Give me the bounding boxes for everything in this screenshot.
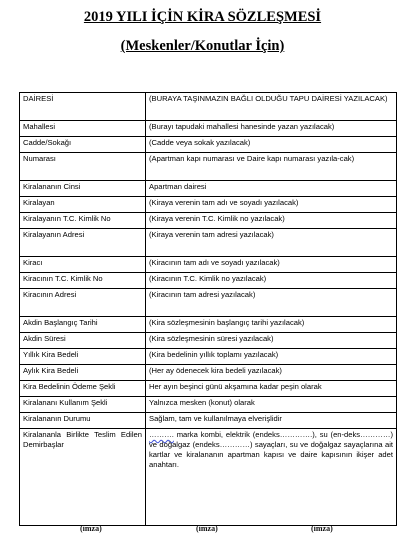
row-label: Kira Bedelinin Ödeme Şekli xyxy=(20,381,146,397)
fixtures-label: Kiralananla Birlikte Teslim Edilen Demirbaşlar xyxy=(20,429,146,526)
row-label: Aylık Kira Bedeli xyxy=(20,365,146,381)
row-label: Kiralayanın T.C. Kimlik No xyxy=(20,213,146,229)
table-row xyxy=(20,257,397,273)
row-value: (BURAYA TAŞINMAZIN BAĞLI OLDUĞU TAPU DAİRESİ YAZILACAK) xyxy=(146,93,397,121)
table-row xyxy=(20,137,397,153)
row-label: DAİRESİ xyxy=(20,93,146,121)
row-label: Akdin Süresi xyxy=(20,333,146,349)
table-row xyxy=(20,381,397,397)
row-label: Kiralananın Cinsi xyxy=(20,181,146,197)
contract-table xyxy=(19,92,397,526)
row-label: Kiracının T.C. Kimlik No xyxy=(20,273,146,289)
fixtures-blank: ………. xyxy=(149,430,174,439)
row-value: Apartman dairesi xyxy=(146,181,397,197)
row-value: (Cadde veya sokak yazılacak) xyxy=(146,137,397,153)
row-value: (Kiracının tam adı ve soyadı yazılacak) xyxy=(146,257,397,273)
row-label: Kiracının Adresi xyxy=(20,289,146,317)
document-title: 2019 YILI İÇİN KİRA SÖZLEŞMESİ xyxy=(83,9,322,25)
row-value: (Kiraya verenin tam adı ve soyadı yazılacak) xyxy=(146,197,397,213)
signature-label: (imza) xyxy=(311,524,333,533)
table-row xyxy=(20,213,397,229)
row-value: (Kira sözleşmesinin başlangıç tarihi yazılacak) xyxy=(146,317,397,333)
row-label: Kiralayanın Adresi xyxy=(20,229,146,257)
row-value: Sağlam, tam ve kullanılmaya elverişlidir xyxy=(146,413,397,429)
table-row xyxy=(20,397,397,413)
table-row xyxy=(20,317,397,333)
table-row xyxy=(20,153,397,181)
row-value: (Kiracının T.C. Kimlik no yazılacak) xyxy=(146,273,397,289)
signature-label: (imza) xyxy=(80,524,102,533)
table-row xyxy=(20,333,397,349)
row-label: Yıllık Kira Bedeli xyxy=(20,349,146,365)
document-subtitle: (Meskenler/Konutlar İçin) xyxy=(120,38,285,54)
table-row xyxy=(20,229,397,257)
table-row xyxy=(20,181,397,197)
row-label: Kiracı xyxy=(20,257,146,273)
row-label: Kiralananı Kullanım Şekli xyxy=(20,397,146,413)
row-label: Mahallesi xyxy=(20,121,146,137)
row-value: (Kira sözleşmesinin süresi yazılacak) xyxy=(146,333,397,349)
row-value: (Kiraya verenin tam adresi yazılacak) xyxy=(146,229,397,257)
row-value: Her ayın beşinci günü akşamına kadar peşin olarak xyxy=(146,381,397,397)
row-label: Akdin Başlangıç Tarihi xyxy=(20,317,146,333)
row-value: (Kiraya verenin T.C. Kimlik no yazılacak) xyxy=(146,213,397,229)
row-value: (Apartman kapı numarası ve Daire kapı numarası yazıla-cak) xyxy=(146,153,397,181)
signature-label: (imza) xyxy=(196,524,218,533)
table-row xyxy=(20,121,397,137)
table-row-fixtures xyxy=(20,429,397,526)
fixtures-value xyxy=(146,429,397,526)
table-row xyxy=(20,93,397,121)
table-row xyxy=(20,197,397,213)
table-row xyxy=(20,413,397,429)
table-row xyxy=(20,365,397,381)
row-value: Yalnızca mesken (konut) olarak xyxy=(146,397,397,413)
row-label: Kiralananın Durumu xyxy=(20,413,146,429)
row-value: (Her ay ödenecek kira bedeli yazılacak) xyxy=(146,365,397,381)
row-value: (Burayı tapudaki mahallesi hanesinde yazan yazılacak) xyxy=(146,121,397,137)
row-value: (Kiracının tam adresi yazılacak) xyxy=(146,289,397,317)
row-label: Numarası xyxy=(20,153,146,181)
table-row xyxy=(20,289,397,317)
table-row xyxy=(20,273,397,289)
table-row xyxy=(20,349,397,365)
row-label: Cadde/Sokağı xyxy=(20,137,146,153)
row-label: Kiralayan xyxy=(20,197,146,213)
row-value: (Kira bedelinin yıllık toplamı yazılacak) xyxy=(146,349,397,365)
fixtures-text: marka kombi, elektrik (endeks………….), su (en-deks…………) ve doğalgaz (endeks…………) sayaçları, su ve doğalgaz sayaçlarına ait kartlar ve kiralananın apartman kapısı ve daire kapısının ikişer adet anahtarı. xyxy=(149,430,393,469)
